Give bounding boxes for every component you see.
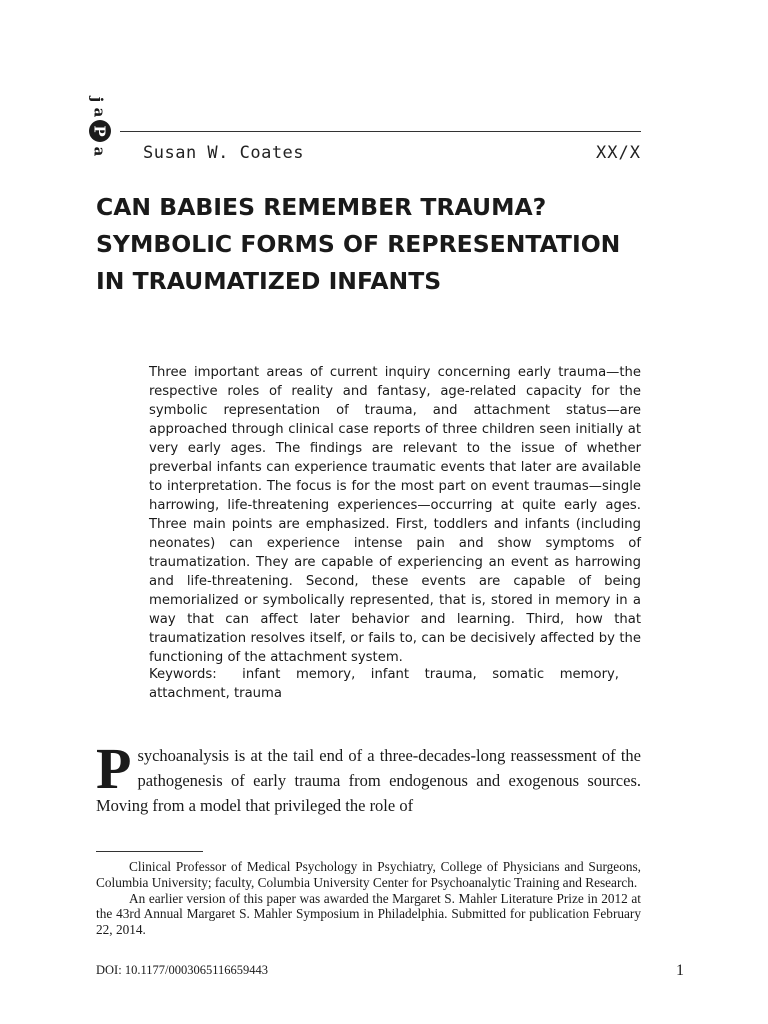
footnote-note: An earlier version of this paper was awarded the Margaret S. Mahler Literature Prize in 2012 at the 43rd Annual Margaret S. Mahler Symposium in Philadelphia. Submitted for publication February 22, 2014. <box>96 890 641 938</box>
header-rule <box>120 131 641 132</box>
abstract: Three important areas of current inquiry concerning early trauma—the respective roles of reality and fantasy, age-related capacity for the symbolic representation of trauma, and attachment status—are approached through clinical case reports of three children seen initially at very early ages. The findings are relevant to the issue of whether preverbal infants can experience traumatic events that later are available to interpretation. The focus is for the most part on event traumas—single harrowing, life-threatening experiences—occurring at quite early ages. Three main points are emphasized. First, toddlers and infants (including neonates) can experience intense pain and show symptoms of traumatization. They are capable of experiencing an event as harrowing and life-threatening. Second, these events are capable of being memorialized or symbolically represented, that is, stored in memory in a way that can affect later behavior and learning. Third, how that traumatization resolves itself, or fails to, can be decisively affected by the functioning of the attachment system. <box>149 365 641 665</box>
keywords <box>149 665 619 703</box>
logo-letter-a2: a <box>90 146 109 157</box>
running-head-volume: XX/X <box>596 143 641 163</box>
running-head <box>143 143 641 167</box>
keywords-terms: infant memory, infant trauma, somatic memory, attachment, trauma <box>149 667 619 701</box>
running-head-author: Susan W. Coates <box>143 143 305 163</box>
logo-disc <box>89 120 111 142</box>
footnote-affiliation: Clinical Professor of Medical Psychology in Psychiatry, College of Physicians and Surgeons, Columbia University; faculty, Columbia University Center for Psychoanalytic Training and Research. <box>96 859 641 890</box>
article-title: CAN BABIES REMEMBER TRAUMA? SYMBOLIC FORMS OF REPRESENTATION IN TRAUMATIZED INFANTS <box>96 193 621 295</box>
logo-letter-j: j <box>88 96 107 103</box>
keywords-label: Keywords: <box>149 667 217 682</box>
footnote-rule <box>96 851 203 852</box>
body-paragraph <box>96 736 641 818</box>
logo-letter-p: P <box>91 125 109 137</box>
footnotes <box>96 859 641 938</box>
doi: DOI: 10.1177/0003065116659443 <box>96 963 268 977</box>
body-text: sychoanalysis is at the tail end of a three-decades-long reassessment of the pathogenesis of early trauma from endogenous and exogenous sources. Moving from a model that privileged the role of <box>96 746 641 815</box>
page-number: 1 <box>676 962 684 979</box>
drop-cap: P <box>96 736 132 801</box>
logo-letter-a: a <box>90 107 109 118</box>
journal-logo <box>86 92 116 164</box>
